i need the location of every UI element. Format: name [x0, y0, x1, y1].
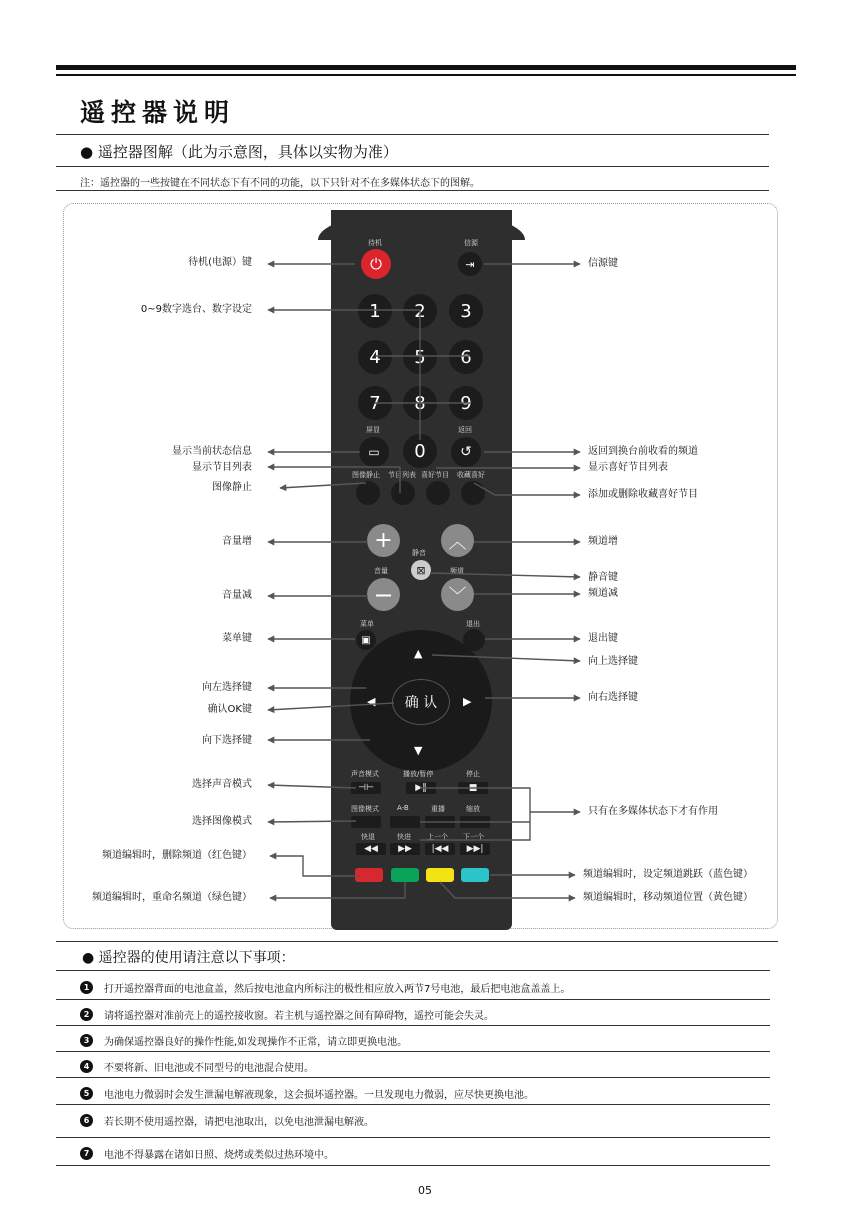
mute-label: 静音键 [588, 572, 618, 583]
note-number-4: 4 [80, 1060, 93, 1073]
page-title: 遥控器说明 [80, 98, 236, 127]
volume-up-label: 音量增 [222, 536, 252, 547]
up-key-label: 向上选择键 [588, 656, 638, 667]
exit-caption: 退出 [466, 620, 480, 628]
mute-button[interactable]: ⊠ [411, 560, 431, 580]
rewind-button[interactable]: ◀◀ [356, 843, 386, 855]
channel-caption: 频道 [450, 567, 464, 575]
note-number-2: 2 [80, 1008, 93, 1021]
note-text-7: 电池不得暴露在诸如日照、烧烤或类似过热环境中。 [104, 1150, 334, 1161]
notes-rule-top [56, 941, 778, 942]
previous-button[interactable]: |◀◀ [425, 843, 455, 855]
freeze-label: 图像静止 [212, 482, 252, 493]
previous-caption: 上一个 [427, 833, 448, 841]
digit-6-button[interactable]: 6 [449, 340, 483, 374]
note-text-5: 电池电力微弱时会发生泄漏电解液现象，这会损坏遥控器。一旦发现电力微弱，应尽快更换电池。 [104, 1090, 534, 1101]
note-item-1 [80, 980, 570, 995]
channel-down-label: 频道减 [588, 588, 618, 599]
display-caption: 屏显 [366, 426, 380, 434]
yellow-key-label: 频道编辑时，移动频道位置（黄色键） [583, 892, 753, 903]
left-arrow-button[interactable]: ◀ [367, 695, 376, 708]
program-list-caption: 节目列表 [388, 471, 416, 479]
favorite-list-label: 显示喜好节目列表 [588, 462, 668, 473]
notes-rule-2 [56, 1025, 770, 1026]
digit-5-button[interactable]: 5 [403, 340, 437, 374]
channel-down-button[interactable]: ﹀ [441, 578, 474, 611]
right-arrow-button[interactable]: ▶ [463, 695, 472, 708]
sound-mode-caption: 声音模式 [351, 770, 379, 778]
notes-rule-3 [56, 1051, 770, 1052]
note-item-2 [80, 1007, 494, 1022]
down-key-label: 向下选择键 [202, 735, 252, 746]
menu-label: 菜单键 [222, 633, 252, 644]
notes-rule-5 [56, 1104, 770, 1105]
notes-title: ● 遥控器的使用请注意以下事项： [82, 950, 295, 966]
freeze-caption: 图像静止 [352, 471, 380, 479]
sound-mode-label: 选择声音模式 [192, 779, 252, 790]
source-label: 信源键 [588, 258, 618, 269]
note-item-7 [80, 1146, 334, 1161]
notes-rule-7 [56, 1165, 770, 1166]
add-favorite-caption: 收藏喜好 [457, 471, 485, 479]
note-item-3 [80, 1033, 407, 1048]
note-number-3: 3 [80, 1034, 93, 1047]
sound-mode-button[interactable]: ⊣⊢ [351, 782, 381, 794]
ab-caption: A-B [397, 804, 409, 812]
play-pause-caption: 播放/暂停 [403, 770, 434, 778]
red-key-label: 频道编辑时，删除频道（红色键） [102, 850, 252, 861]
ok-button[interactable]: 确 认 [392, 679, 450, 725]
note-text-4: 不要将新、旧电池或不同型号的电池混合使用。 [104, 1063, 314, 1074]
section-subtitle: ● 遥控器图解（此为示意图，具体以实物为准） [80, 143, 398, 161]
note-number-5: 5 [80, 1087, 93, 1100]
return-label: 返回到换台前收看的频道 [588, 446, 698, 457]
digit-9-button[interactable]: 9 [449, 386, 483, 420]
note-text-1: 打开遥控器背面的电池盒盖，然后按电池盒内所标注的极性相应放入两节7号电池，最后把电池盒盖盖上。 [104, 984, 571, 995]
add-favorite-label: 添加或删除收藏喜好节目 [588, 489, 698, 500]
blue-key-label: 频道编辑时，设定频道跳跃（蓝色键） [583, 869, 753, 880]
notes-rule-6 [56, 1137, 770, 1138]
volume-up-button[interactable]: + [367, 524, 400, 557]
channel-up-button[interactable]: ︿ [441, 524, 474, 557]
display-info-label: 显示当前状态信息 [172, 446, 252, 457]
picture-mode-label: 选择图像模式 [192, 816, 252, 827]
digit-1-button[interactable]: 1 [358, 294, 392, 328]
volume-caption: 音量 [374, 567, 388, 575]
ok-key-label: 确认OK键 [207, 704, 252, 715]
digit-2-button[interactable]: 2 [403, 294, 437, 328]
picture-mode-caption: 图像模式 [351, 805, 379, 813]
note-item-6 [80, 1113, 374, 1128]
left-key-label: 向左选择键 [202, 682, 252, 693]
multimedia-only-label: 只有在多媒体状态下才有作用 [588, 806, 718, 817]
return-caption: 返回 [458, 426, 472, 434]
note-number-7: 7 [80, 1147, 93, 1160]
digit-0-button[interactable]: 0 [403, 434, 437, 468]
source-caption: 信源 [464, 239, 478, 247]
stop-caption: 停止 [466, 770, 480, 778]
source-button[interactable]: ⇥ [458, 252, 482, 276]
next-button[interactable]: ▶▶| [460, 843, 490, 855]
section-note: 注：遥控器的一些按键在不同状态下有不同的功能，以下只针对不在多媒体状态下的图解。 [80, 178, 480, 189]
notes-rule-1 [56, 999, 770, 1000]
notes-rule-0 [56, 970, 770, 971]
stop-button[interactable]: ■ [458, 782, 488, 794]
standby-label: 待机(电源）键 [188, 257, 252, 268]
menu-caption: 菜单 [360, 620, 374, 628]
display-button[interactable]: ▭ [359, 437, 389, 467]
digit-3-button[interactable]: 3 [449, 294, 483, 328]
standby-caption: 待机 [368, 239, 382, 247]
menu-button[interactable]: ▣ [356, 630, 376, 650]
channel-up-label: 频道增 [588, 536, 618, 547]
notes-rule-4 [56, 1077, 770, 1078]
note-number-1: 1 [80, 981, 93, 994]
forward-button[interactable]: ▶▶ [390, 843, 420, 855]
zoom-caption: 缩放 [466, 805, 480, 813]
mute-caption: 静音 [412, 549, 426, 557]
volume-down-label: 音量减 [222, 590, 252, 601]
volume-down-button[interactable]: − [367, 578, 400, 611]
digit-8-button[interactable]: 8 [403, 386, 437, 420]
note-number-6: 6 [80, 1114, 93, 1127]
favorites-caption: 喜好节目 [421, 471, 449, 479]
program-list-label: 显示节目列表 [192, 462, 252, 473]
rewind-caption: 快退 [361, 833, 375, 841]
power-button[interactable]: ⏻ [361, 249, 391, 279]
down-arrow-button[interactable]: ▼ [414, 744, 423, 757]
digits-label: 0~9数字选台、数字设定 [140, 304, 252, 315]
note-text-2: 请将遥控器对准前壳上的遥控接收窗。若主机与遥控器之间有障碍物，遥控可能会失灵。 [104, 1011, 494, 1022]
note-item-5 [80, 1086, 534, 1101]
repeat-caption: 重播 [431, 805, 445, 813]
green-key-label: 频道编辑时，重命名频道（绿色键） [92, 892, 252, 903]
note-text-6: 若长期不使用遥控器，请把电池取出，以免电池泄漏电解液。 [104, 1117, 374, 1128]
forward-caption: 快进 [397, 833, 411, 841]
up-arrow-button[interactable]: ▲ [414, 647, 423, 660]
play-pause-button[interactable]: ▶‖ [406, 782, 436, 794]
digit-7-button[interactable]: 7 [358, 386, 392, 420]
exit-label: 退出键 [588, 633, 618, 644]
digit-4-button[interactable]: 4 [358, 340, 392, 374]
note-item-4 [80, 1059, 314, 1074]
page-number: 05 [418, 1184, 432, 1197]
right-key-label: 向右选择键 [588, 692, 638, 703]
return-button[interactable]: ↺ [451, 437, 481, 467]
note-text-3: 为确保遥控器良好的操作性能,如发现操作不正常，请立即更换电池。 [104, 1037, 408, 1048]
next-caption: 下一个 [463, 833, 484, 841]
